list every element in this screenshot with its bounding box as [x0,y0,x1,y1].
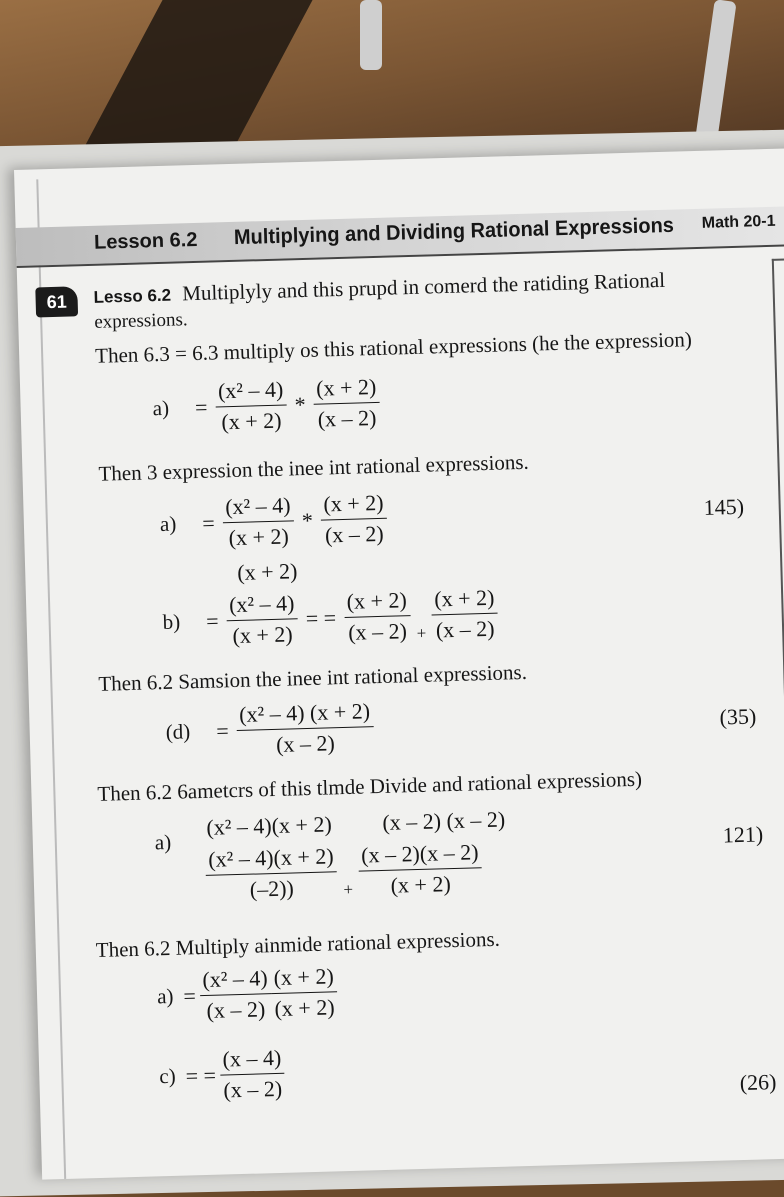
denominator: (x – 2) [317,404,377,432]
chair-leg [360,0,382,70]
fraction [236,698,374,759]
section-text: Then 6.2 Samsion the inee int rational expressions. [98,659,528,696]
equals-sign: = [183,982,197,1009]
plus-sign: + [416,623,427,643]
numerator: (x + 2) [270,963,337,994]
item-label: a) [152,395,170,421]
top-factor: (x² – 4)(x + 2) [206,811,333,840]
fraction [320,490,388,549]
intro-text: Multiplyly and this prupd in comerd the ratiding Rational [181,267,666,306]
fraction [205,843,338,904]
denominator: (x – 2) [347,618,408,645]
denominator: (x + 2) [232,621,293,649]
numerator: (x² – 4) [222,492,294,523]
numerator: (x – 2)(x – 2) [358,839,482,871]
top-factor: (x – 2) (x – 2) [382,806,506,835]
course-name: Math 20-1 [701,212,776,232]
section-badge: 61 [35,286,78,317]
item-label: a) [156,983,174,1009]
numerator: (x² – 4)(x + 2) [205,843,337,876]
denominator: (x + 2) [390,871,452,898]
margin-box [772,257,784,1160]
lesson-header [16,206,784,268]
section-text: Then 6.2 6ametcrs of this tlmde Divide and rational expressions) [97,766,643,806]
expression-5c [159,1045,286,1105]
intro-line [93,268,665,309]
denominator: (x – 2) [324,520,384,548]
expression-2b [162,585,499,651]
fraction [343,587,411,646]
numerator: (x² – 4) (x + 2) [236,698,374,731]
numerator: (x² – 4) [226,590,298,621]
extra-factor: (x + 2) [236,558,298,585]
equals-sign: = [194,394,208,420]
expression-5a [156,963,338,1025]
numerator: (x – 4) [219,1045,284,1076]
intro-label: Lesso 6.2 [93,285,172,307]
numerator: (x² – 4) [199,965,271,996]
operator: * [294,391,306,417]
fraction [215,376,288,435]
item-label: a) [154,829,172,855]
section-text: Then 3 expression the inee int rational expressions. [98,449,530,486]
answer-number: (26) [739,1069,777,1096]
numerator: (x² – 4) [215,376,287,407]
item-label: (d) [165,719,191,744]
equals-sign: = [201,510,216,536]
fraction [313,374,381,433]
section-text: Then 6.3 = 6.3 multiply os this rational expressions (he the expression) [94,327,693,368]
page-margin-line [36,179,66,1179]
denominator: (x + 2) [274,994,335,1022]
lesson-title: Multiplying and Dividing Rational Expressions [233,214,675,250]
section-text: Then 6.2 Multiply ainmide rational expressions. [95,926,501,963]
numerator: (x + 2) [313,374,380,405]
denominator: (x – 2) [275,730,336,757]
answer-number: 145) [703,493,745,520]
denominator: (x + 2) [221,407,282,435]
fraction [219,1045,285,1104]
expression-2a [159,490,388,553]
operator: * [301,507,314,533]
expression-4a [205,839,483,904]
lesson-label: Lesson 6.2 [93,228,198,254]
item-label: b) [162,609,181,635]
equals-sign: = [205,607,219,634]
answer-number: 121) [722,821,764,848]
item-label: a) [159,511,177,537]
equals-sign: = [215,717,229,744]
denominator: (x – 2) [206,996,266,1023]
numerator: (x + 2) [343,587,410,618]
expression-1a [152,374,381,437]
denominator: (x – 2) [435,615,495,643]
denominator: (x + 2) [228,523,290,551]
fraction [270,963,338,1022]
fraction [199,965,272,1024]
fraction [222,492,295,551]
denominator: (x – 2) [223,1075,283,1103]
textbook-page [14,148,784,1180]
numerator: (x + 2) [431,585,498,616]
fraction [431,585,499,644]
equals-sign: = = [305,604,337,631]
fraction [358,839,483,899]
denominator: (–2)) [249,875,295,902]
expression-3d [165,698,374,761]
intro-line-2: expressions. [93,309,188,333]
numerator: (x + 2) [320,490,387,521]
item-label: c) [159,1063,177,1089]
fraction [226,590,299,649]
plus-sign: + [343,879,354,900]
equals-sign: = = [185,1062,217,1089]
answer-number: (35) [719,703,757,730]
